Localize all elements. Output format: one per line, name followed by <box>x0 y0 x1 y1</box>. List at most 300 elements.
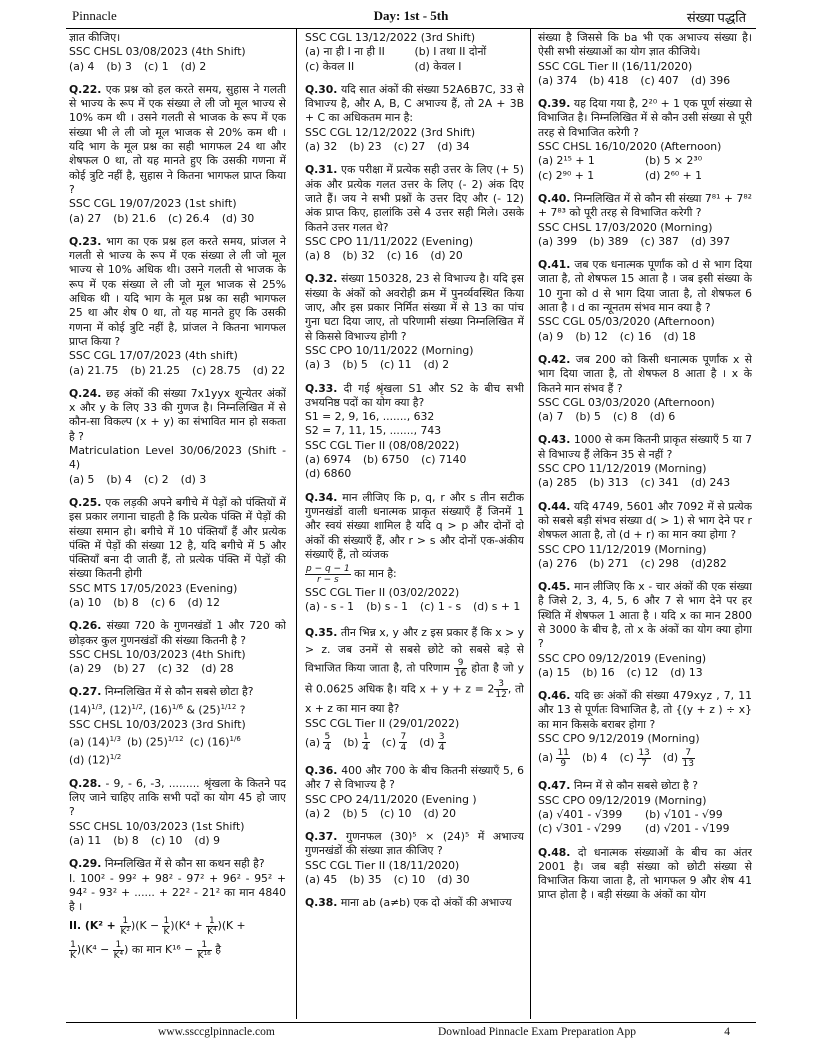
options <box>305 140 524 154</box>
numerator: 3 <box>438 732 445 743</box>
option: (a) 374 <box>538 73 578 87</box>
fraction <box>494 679 507 700</box>
question-number: Q.43. <box>538 433 571 447</box>
expr-part: ) का मान K¹⁶ − <box>124 943 197 957</box>
question-text: ज्ञात कीजिए। <box>69 31 121 44</box>
option: (d) 2⁶⁰ + 1 <box>645 168 703 182</box>
denominator: 4 <box>362 743 369 754</box>
option: (b) 27 <box>113 662 146 676</box>
numerator: 1 <box>120 916 132 927</box>
option: (d) केवल I <box>414 59 462 73</box>
options <box>69 732 286 768</box>
option-base: (a) (14) <box>69 735 110 749</box>
option-base: (d) (12) <box>69 753 110 767</box>
option: (b) 21.6 <box>113 211 156 225</box>
numerator: p − q − 1 <box>306 563 350 574</box>
question-23 <box>69 235 286 378</box>
option: (d) 9 <box>194 833 220 847</box>
question-31 <box>305 163 524 263</box>
expr-part: )(K − <box>131 919 163 933</box>
denominator: 4 <box>438 743 445 754</box>
option <box>343 731 369 755</box>
option <box>127 732 184 750</box>
numerator: 1 <box>113 940 125 951</box>
option: (c) √301 - √299 <box>538 822 622 836</box>
question-text: का मान है: <box>350 567 397 581</box>
options <box>538 330 752 344</box>
question-text: 1000 से कम कितनी प्राकृत संख्याएँ 5 या 7 से विभाज्य हैं लेकिन 35 से नहीं ? <box>538 433 752 461</box>
question-text: यदि छः अंकों की संख्या 479xyz , 7, 11 और 13 से पूर्णतः विभाजित है, तो {(y + z ) ÷ x} का मान किसके बराबर होगा ? <box>538 689 752 731</box>
exponent: 1/3 <box>109 734 121 743</box>
option: (b) 4 <box>106 472 132 486</box>
denominator: K² <box>120 926 131 937</box>
exam-source: SSC CPO 11/12/2019 (Morning) <box>538 462 707 476</box>
option <box>582 746 608 770</box>
question-text: दी गई श्रृंखला S1 और S2 के बीच सभी उभयनिष्ठ पदों का योग क्या है? <box>305 381 524 409</box>
question-text: 400 और 700 के बीच कितनी संख्याएँ 5, 6 और 7 से विभाज्य है ? <box>305 763 524 792</box>
option: (d) 13 <box>670 665 703 679</box>
question-text: एक परीक्षा में प्रत्येक सही उत्तर के लिए (+ 5) अंक और प्रत्येक गलत उत्तर के लिए (- 2) अंक दिए जाते हैं। जय ने सभी प्रश्नों के उत्तर दिए और (- 12) अंक प्राप्त किए, हालांकि उसे 4 उत्तर सही मिले। उसके कितने उत्तर गलत थे? <box>305 163 524 234</box>
numerator: 1 <box>362 732 369 743</box>
question-block <box>305 31 524 74</box>
options <box>305 453 524 482</box>
exam-source: SSC CGL 13/12/2022 (3rd Shift) <box>305 31 476 44</box>
option: (c) 2⁹⁰ + 1 <box>538 168 595 182</box>
option: (c) 28.75 <box>192 363 241 377</box>
option <box>663 746 695 770</box>
question-22 <box>69 83 286 226</box>
option: (c) 10 <box>393 873 426 887</box>
exam-source: SSC CGL 19/07/2023 (1st shift) <box>69 197 237 211</box>
option: (d) 2 <box>180 59 207 73</box>
question-text: माना ab (a≠b) एक दो अंकों की अभाज्य <box>340 896 512 910</box>
option: (b) 35 <box>349 873 382 887</box>
options <box>69 212 286 226</box>
exam-source: SSC CGL Tier II (29/01/2022) <box>305 716 460 730</box>
exam-source: SSC CPO 11/11/2022 (Evening) <box>305 234 474 248</box>
option: (d) 243 <box>690 476 731 490</box>
option: (a) 27 <box>69 211 102 225</box>
question-number: Q.34. <box>305 490 338 504</box>
exam-source: SSC CHSL 10/03/2023 (4th Shift) <box>69 647 246 661</box>
fraction <box>454 658 467 679</box>
option: (c) 7140 <box>421 453 467 467</box>
question-29 <box>69 857 286 962</box>
option: (c) 26.4 <box>167 211 210 225</box>
option: (c) 387 <box>640 234 679 248</box>
column-divider <box>530 29 531 1019</box>
option: (b) s - 1 <box>366 600 409 614</box>
question-41 <box>538 258 752 344</box>
option: (a) √401 - √399 <box>538 807 623 821</box>
day-label: Day: 1st - 5th <box>373 8 449 23</box>
option-label: (a) <box>305 735 324 749</box>
question-text: मान लीजिए कि p, q, r और s तीन सटीक गुणनखंडों वाली धनात्मक प्राकृत संख्याएँ हैं जिनमें 1 और स्वयं संख्या शामिल है यदि q > p और दोनों दो अंकों की संख्याएँ हैं, और r > s और दोनों एक-अंकीय संख्याएँ हैं, तो व्यंजक <box>305 490 524 561</box>
option: (b) 5 <box>575 410 601 424</box>
question-47 <box>538 779 752 836</box>
statement-1: I. 100² - 99² + 98² - 97² + 96² - 95² + 94² - 93² + ...... + 22² - 21² का मान 4840 है । <box>69 871 286 914</box>
question-number: Q.33. <box>305 381 338 395</box>
expr-part: )(K⁴ + <box>170 919 207 933</box>
option: (d) 20 <box>423 806 456 820</box>
options <box>305 45 524 74</box>
term: , (16) <box>142 703 172 717</box>
option: (b) 3 <box>106 59 132 73</box>
option: (c) 16 <box>386 249 419 263</box>
question-number: Q.32. <box>305 272 338 286</box>
question-number: Q.37. <box>305 830 338 844</box>
question-text: यदि सात अंकों की संख्या 52A6B7C, 33 से विभाज्य है, और A, B, C अभाज्य हैं, तो 2A + 3B + C का अधिकतम मान है: <box>305 82 524 125</box>
option: (b) 418 <box>589 73 629 87</box>
denominator: 9 <box>560 758 567 769</box>
question-text: - 9, - 6, -3, ......... श्रृंखला के कितने पद लिए जाने चाहिए ताकि सभी पदों का योग 45 हो जाए ? <box>69 776 286 819</box>
column-2 <box>305 31 524 1019</box>
exponent: 1/12 <box>167 734 184 743</box>
options <box>69 834 286 848</box>
option: (a) 7 <box>538 410 564 424</box>
exp-num: 1 <box>131 702 136 711</box>
option: (d) 396 <box>690 73 731 87</box>
question-27 <box>69 685 286 767</box>
app-promo: Download Pinnacle Exam Preparation App <box>438 1026 637 1038</box>
expression <box>305 562 524 586</box>
page-number: 4 <box>724 1026 730 1038</box>
question-number: Q.44. <box>538 499 571 513</box>
fraction <box>197 940 212 961</box>
question-35 <box>305 624 524 755</box>
numerator: 1 <box>70 939 76 950</box>
question-text: निम्नलिखित में से कौन सबसे छोटा है? <box>104 685 254 699</box>
power-expression <box>69 700 286 718</box>
option: (a) 45 <box>305 873 338 887</box>
question-text: निम्नलिखित में से कौन सा कथन सही है? <box>104 857 265 871</box>
question-number: Q.24. <box>69 386 102 400</box>
page-header <box>66 6 756 29</box>
option: (d) 6 <box>649 410 676 424</box>
question-number: Q.42. <box>538 352 571 366</box>
option: (c) 2 <box>143 472 169 486</box>
exp-num: 1 <box>171 702 177 711</box>
option: (a) 15 <box>538 665 571 679</box>
option: (c) केवल II <box>305 59 355 73</box>
question-40 <box>538 192 752 249</box>
exam-source: SSC CHSL 03/08/2023 (4th Shift) <box>69 45 246 59</box>
question-37 <box>305 830 524 887</box>
expr-part: II. (K² + <box>69 919 120 933</box>
denominator: K⁴ <box>207 926 217 937</box>
fraction <box>637 748 650 769</box>
option: (d) √201 - √199 <box>645 822 730 836</box>
fraction <box>206 916 218 937</box>
question-text: यदि 4749, 5601 और 7092 में से प्रत्येक को सबसे बड़ी संभव संख्या d( > 1) से भाग देने पर r शेषफल आता है, तो (d + r) का मान क्या होगा ? <box>538 499 752 542</box>
option-label: (b) 4 <box>581 751 608 765</box>
question-24 <box>69 387 286 487</box>
option: (c) 1 - s <box>420 600 462 614</box>
exam-source: SSC CHSL 10/03/2023 (1st Shift) <box>69 819 245 833</box>
option: (c) 12 <box>626 665 659 679</box>
question-38 <box>305 896 524 910</box>
term: ? <box>236 703 246 717</box>
denominator: K⁴ <box>113 950 124 961</box>
question-text: छह अंकों की संख्या 7x1yyx शून्येतर अंकों x और y के लिए 33 की गुणज है। निम्नलिखित में से कौन-सा विकल्प (x + y) का संभावित मान हो सकता है ? <box>69 386 286 443</box>
question-text: यह दिया गया है, 2²⁰ + 1 एक पूर्ण संख्या से विभाजित है। निम्नलिखित में से कौन उसी संख्या से पूरी तरह से विभाजित करेगी ? <box>538 97 752 139</box>
question-text: जब 200 को किसी धनात्मक पूर्णांक x से भाग दिया जाता है, तो शेषफल 8 आता है । x के कितने मान संभव हैं ? <box>538 352 752 395</box>
question-number: Q.22. <box>69 82 102 96</box>
option <box>305 731 331 755</box>
fraction <box>113 940 125 961</box>
question-text: , तो x + z का मान क्या है? <box>305 682 524 715</box>
option: (b) 21.25 <box>130 363 181 377</box>
term: (14) <box>69 703 92 717</box>
option: (c) 10 <box>379 806 412 820</box>
question-text: दो धनात्मक संख्याओं के बीच का अंतर 2001 है। जब बड़ी संख्या को छोटी संख्या से विभाजित किया जाता है, तो भागफल 9 और शेष 41 प्राप्त होता है । बड़ी संख्या के अंकों का योग <box>538 845 752 902</box>
exp-den: 12 <box>174 734 184 743</box>
options <box>538 666 752 680</box>
question-39 <box>538 97 752 183</box>
numerator: 1 <box>206 916 218 927</box>
option: (d) 28 <box>201 662 234 676</box>
exam-source: SSC CPO 11/12/2019 (Morning) <box>538 542 707 556</box>
series-s1: S1 = 2, 9, 16, ......., 632 <box>305 410 435 424</box>
denominator: 4 <box>400 743 407 754</box>
option: (b) 5 × 2³⁰ <box>645 154 703 168</box>
exam-source: SSC CGL Tier II (08/08/2022) <box>305 438 460 452</box>
option: (a) 2 <box>305 806 331 820</box>
question-text: जब एक धनात्मक पूर्णांक को d से भाग दिया जाता है, तो शेषफल 15 आता है । जब इसी संख्या के 10 गुना को d से भाग दिया जाता है, तो शेषफल 6 आता है । d का न्यूनतम संभव मान क्या है ? <box>538 258 752 315</box>
question-25 <box>69 496 286 610</box>
option: (a) 3 <box>305 358 331 372</box>
question-block <box>69 31 286 74</box>
question-block <box>538 31 752 88</box>
option: (d) 12 <box>187 595 220 609</box>
option: (c) 10 <box>150 833 183 847</box>
options <box>69 596 286 610</box>
question-number: Q.39. <box>538 97 571 111</box>
question-26 <box>69 619 286 676</box>
question-36 <box>305 764 524 821</box>
options <box>538 235 752 249</box>
exp-num: 1 <box>109 734 115 743</box>
question-text: एक लड़की अपने बगीचे में पेड़ों को पंक्तियों में इस प्रकार लगाना चाहती है कि प्रत्येक पंक्ति में पेड़ों की संख्या समान हो। बगीचे में 10 पंक्तियाँ हैं और प्रत्येक पंक्ति में पेड़ों की संख्या 12 है, यदि बगीचे में 5 और पंक्तियाँ बना दी जाती हैं, तो प्रत्येक पंक्ति में पेड़ों की संख्या कितनी होगी <box>69 495 286 581</box>
question-text: संख्या है जिससे कि ba भी एक अभाज्य संख्या है। ऐसी सभी संख्याओं का योग ज्ञात कीजिये। <box>538 31 752 59</box>
exp-den: 2 <box>116 752 122 761</box>
option: (c) 27 <box>393 140 426 154</box>
question-text: तीन भिन्न x, y और z इस प्रकार हैं कि x > y > z. जब उनमें से सबसे छोटे को सबसे बड़े से विभाजित किया जाता है, तो परिणाम <box>305 625 524 675</box>
question-number: Q.47. <box>538 779 571 793</box>
question-text: निम्नलिखित में से कौन सी संख्या 7⁸¹ + 7⁸² + 7⁸³ को पूरी तरह से विभाजित करेगी ? <box>538 191 752 220</box>
exp-num: 1 <box>167 734 173 743</box>
exam-source: SSC CGL Tier II (18/11/2020) <box>305 858 460 872</box>
exam-source: SSC CHSL 17/03/2020 (Morning) <box>538 220 713 234</box>
question-text: भाग का एक प्रश्न हल करते समय, प्रांजल ने गलती से भाज्य के रूप में एक संख्या ले ली जो मूल भाज्य से 10% अधिक थी। उसने गलती से भाजक के रूप में एक संख्या ले ली जो मूल भाजक से 25% अधिक थी । यदि भाग के मूल प्रश्न का सही भागफल 25 था और शेष 0 था, तो यह मानते हुए कि उसकी गणना में कोई त्रुटि नहीं है, प्रांजल ने कितना भागफल प्राप्त किया ? <box>69 234 286 348</box>
numerator: 1 <box>197 940 212 951</box>
question-32 <box>305 272 524 372</box>
options <box>538 808 752 837</box>
option: (a) 21.75 <box>69 363 119 377</box>
numerator: 5 <box>324 732 331 743</box>
option: (c) 32 <box>157 662 190 676</box>
exponent: 1/3 <box>91 702 103 711</box>
column-1 <box>69 31 286 1019</box>
option: (a) 399 <box>538 234 578 248</box>
option <box>69 732 121 750</box>
exponent: 1/2 <box>131 702 143 711</box>
denominator: K <box>70 950 76 961</box>
option <box>419 731 445 755</box>
denominator: r − s <box>317 574 339 585</box>
question-number: Q.23. <box>69 234 102 248</box>
options <box>69 662 286 676</box>
option-label: (d) <box>419 735 438 749</box>
option: (a) 5 <box>69 472 95 486</box>
option: (d) 30 <box>221 211 255 225</box>
options <box>305 731 524 755</box>
exp-den: 3 <box>116 734 121 743</box>
question-text: मान लीजिए कि x - चार अंकों की एक संख्या है जिसे 2, 3, 4, 5, 6 और 7 से भाग देने पर हर स्थिति में शेषफल 1 आता है । यदि x का मान 2800 से 3000 के बीच है, तो x के अंकों का योग क्या होगा ? <box>538 580 752 651</box>
question-number: Q.31. <box>305 163 338 177</box>
question-text: संख्या 150328, 23 से विभाज्य है। यदि इस संख्या के अंकों को अवरोही क्रम में पुनर्व्यवस्थित किया जाए, और इस प्रकार निर्मित संख्या में से 13 का पांच गुना घटा दिया जाए, तो परिणामी संख्या निम्नलिखित में से किससे विभाज्य होगी ? <box>305 272 524 343</box>
exam-source: SSC CHSL 16/10/2020 (Afternoon) <box>538 140 722 154</box>
exam-source: SSC CGL Tier II (16/11/2020) <box>538 59 693 73</box>
option: (d) 34 <box>437 140 470 154</box>
option: (a) 285 <box>538 476 578 490</box>
options <box>538 154 752 183</box>
question-number: Q.41. <box>538 258 571 272</box>
option <box>69 750 121 768</box>
exam-source: SSC CPO 09/12/2019 (Evening) <box>538 651 707 665</box>
option: (b) I तथा II दोनों <box>414 45 487 59</box>
exam-source: SSC CGL 12/12/2022 (3rd Shift) <box>305 125 476 139</box>
option-label: (a) <box>538 751 557 765</box>
brand-name: Pinnacle <box>72 8 117 23</box>
question-number: Q.38. <box>305 896 338 910</box>
options <box>538 410 752 424</box>
exp-num: 1 <box>220 702 226 711</box>
option-label: (d) <box>662 751 682 765</box>
exam-source: SSC CGL 03/03/2020 (Afternoon) <box>538 395 715 409</box>
denominator: 4 <box>324 743 331 754</box>
exp-num: 1 <box>229 734 234 743</box>
option: (c) 341 <box>640 476 679 490</box>
option: (b) 8 <box>113 595 139 609</box>
option: (a) 2¹⁵ + 1 <box>538 154 595 168</box>
option: (d) 18 <box>663 329 696 343</box>
options <box>69 60 286 74</box>
fraction <box>399 732 407 753</box>
website-link[interactable]: www.ssccglpinnacle.com <box>158 1026 275 1038</box>
exam-source: SSC CPO 24/11/2020 (Evening ) <box>305 792 477 806</box>
fraction <box>69 940 77 961</box>
question-44 <box>538 500 752 571</box>
option: (d) 2 <box>423 358 450 372</box>
column-divider <box>296 29 297 1019</box>
question-text: निम्न में से कौन सबसे छोटा है ? <box>573 779 698 793</box>
option: (b) √101 - √99 <box>645 807 723 821</box>
option: (c) 1 <box>143 59 169 73</box>
exponent: 1/6 <box>229 734 241 743</box>
denominator: 16 <box>454 668 467 679</box>
option: (a) 9 <box>538 329 564 343</box>
exam-source: SSC CPO 9/12/2019 (Morning) <box>538 732 700 746</box>
expr-part: है <box>211 943 221 957</box>
exam-source: SSC CGL 05/03/2020 (Afternoon) <box>538 315 715 329</box>
option: (a) 11 <box>69 833 102 847</box>
option <box>620 746 651 770</box>
exp-den: 6 <box>178 702 184 711</box>
question-30 <box>305 83 524 154</box>
numerator: 7 <box>682 748 695 759</box>
question-number: Q.28. <box>69 776 102 790</box>
numerator: 9 <box>454 658 467 669</box>
exam-source: SSC CHSL 10/03/2023 (3rd Shift) <box>69 717 246 731</box>
options <box>305 873 524 887</box>
option: (a) 29 <box>69 662 102 676</box>
question-33 <box>305 382 524 482</box>
option: (b) 32 <box>342 249 375 263</box>
option: (d)282 <box>690 556 727 570</box>
options <box>305 358 524 372</box>
option <box>382 731 408 755</box>
question-34 <box>305 491 524 615</box>
term: & (25) <box>183 703 221 717</box>
options <box>538 746 752 770</box>
option: (c) 298 <box>640 556 679 570</box>
question-number: Q.48. <box>538 845 571 859</box>
exponent: 1/6 <box>171 702 184 711</box>
options <box>538 557 752 571</box>
question-text: संख्या 720 के गुणनखंडों 1 और 720 को छोड़कर कुल गुणनखंडों की संख्या कितनी है ? <box>69 619 286 647</box>
question-text: एक प्रश्न को हल करते समय, सुहास ने गलती से भाज्य के रूप में एक संख्या ले ली जो मूल भाज्य से 10% कम थी । उसने गलती से भाजक के रूप में एक संख्या भी ले ली जो मूल भाजक से 20% कम थी । यदि भाग के मूल प्रश्न का सही भागफल 24 था और शेषफल 0 था, तो यह मानते हुए कि उसकी गणना में कोई त्रुटि नहीं है, सुहास ने कितना भागफल प्राप्त किया ? <box>69 82 286 196</box>
option: (c) 6 <box>150 595 176 609</box>
question-number: Q.26. <box>69 619 102 633</box>
option: (c) 16 <box>619 329 652 343</box>
fraction <box>556 748 569 769</box>
options <box>69 364 286 378</box>
question-text: गुणनफल (30)⁵ × (24)⁵ में अभाज्य गुणनखंडों की संख्या ज्ञात कीजिए ? <box>305 830 524 858</box>
column-3 <box>538 31 752 1019</box>
expr-part: )(K + <box>217 919 246 933</box>
numerator: 1 <box>163 915 170 926</box>
denominator: 7 <box>641 758 647 769</box>
option: (b) 12 <box>575 329 608 343</box>
options <box>305 600 524 614</box>
question-text: होता है जो y से 0.0625 अधिक है। यदि x + y + z = 2 <box>305 661 524 696</box>
option-base: (c) (16) <box>189 735 230 749</box>
option: (d) 22 <box>252 363 286 377</box>
option: (a) - s - 1 <box>305 600 355 614</box>
options <box>69 473 286 487</box>
option: (b) 389 <box>589 234 629 248</box>
exam-source: SSC CGL 17/07/2023 (4th shift) <box>69 349 238 363</box>
question-number: Q.25. <box>69 495 102 509</box>
fraction <box>682 748 695 769</box>
question-number: Q.27. <box>69 685 102 699</box>
option-base: (b) (25) <box>126 735 168 749</box>
option: (a) 10 <box>69 595 102 609</box>
exponent: 1/12 <box>220 702 237 711</box>
numerator: 11 <box>557 747 569 758</box>
option: (d) 20 <box>430 249 463 263</box>
option: (d) 30 <box>437 873 470 887</box>
question-48 <box>538 846 752 903</box>
option <box>190 732 241 750</box>
options <box>538 476 752 490</box>
option <box>538 746 570 770</box>
option: (d) s + 1 <box>473 600 521 614</box>
exp-num: 1 <box>109 752 115 761</box>
exam-source: SSC CPO 10/11/2022 (Morning) <box>305 343 474 357</box>
question-43 <box>538 433 752 490</box>
